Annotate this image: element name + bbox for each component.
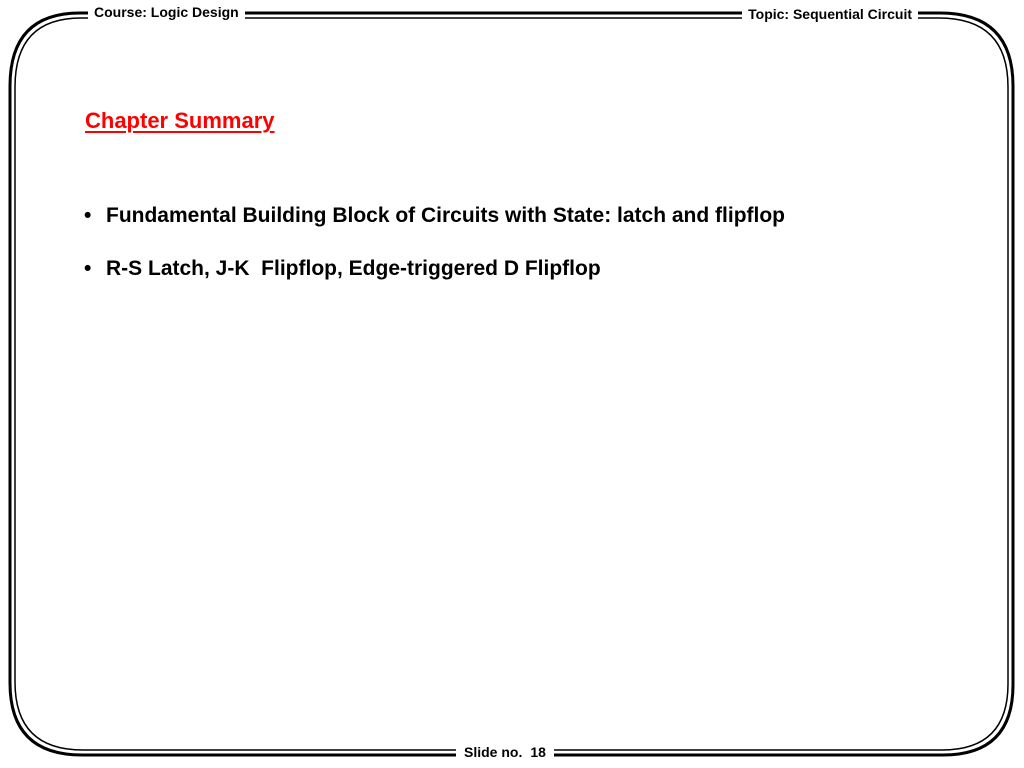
bullet-item: [84, 255, 785, 283]
bullet-dot-icon: •: [84, 204, 92, 227]
topic-label: Topic: Sequential Circuit: [742, 5, 918, 23]
course-label: Course: Logic Design: [88, 3, 245, 21]
slide-number-label: Slide no.: [464, 744, 523, 760]
bullet-dot-icon: •: [84, 257, 92, 280]
bullet-item: [84, 202, 785, 230]
slide-number-value: 18: [530, 744, 546, 760]
chapter-title: Chapter Summary: [85, 108, 275, 133]
bullet-text: Fundamental Building Block of Circuits with State: latch and flipflop: [106, 204, 786, 227]
slide-number-footer: [456, 743, 554, 761]
bullet-list: [84, 202, 785, 308]
bullet-text: R-S Latch, J-K Flipflop, Edge-triggered D Flipflop: [106, 257, 601, 280]
